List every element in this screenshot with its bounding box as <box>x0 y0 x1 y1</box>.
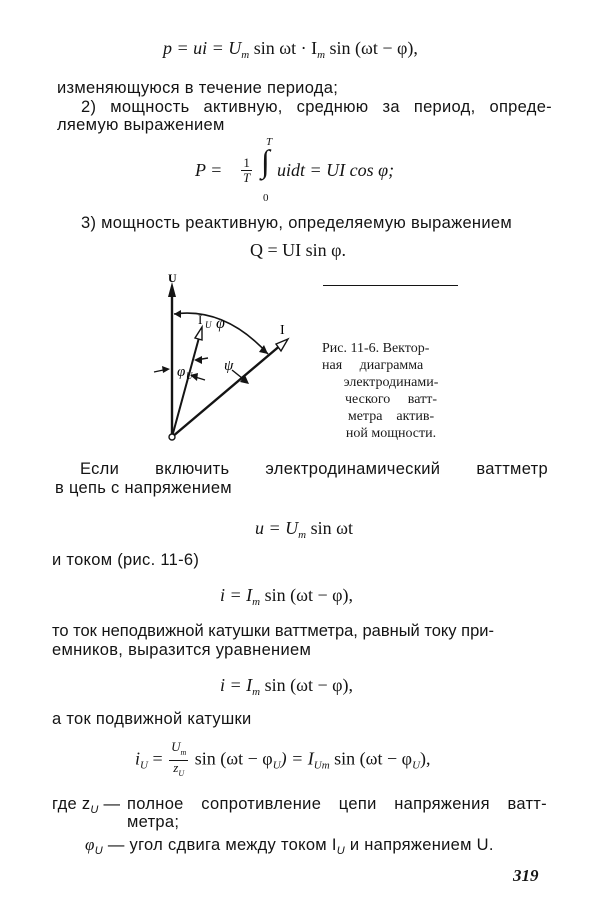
word: ватт- <box>507 795 547 813</box>
formula-fixed-coil-current: $i = I_m$ sin (ωt − φ), <box>220 675 353 698</box>
definition-phi-u: $\varphi_U$ — угол сдвига между током $I_U$ и напряжением U. <box>85 835 494 857</box>
paragraph-text: то ток неподвижной катушки ваттметра, равный току при- <box>52 622 494 640</box>
paragraph-text: а ток подвижной катушки <box>52 710 252 728</box>
formula-voltage: $u = U_m$ sin ωt <box>255 518 353 541</box>
paragraph-line <box>80 460 548 479</box>
formula-current: $i = I_m$ sin (ωt − φ), <box>220 585 353 608</box>
formula-reactive-power: Q = UI sin φ. <box>250 240 347 260</box>
paragraph-text: ляемую выражением <box>57 116 225 134</box>
word: электродинамический <box>265 460 441 478</box>
svg-text:φ: φ <box>177 364 186 380</box>
formula-moving-coil-current: $i_U$ = $\frac{U_m}{z_U}$ $\sin (\omega t - \varphi_U) = I_{Um}$ $\sin (\omega t - \varphi_U)$, <box>135 739 431 778</box>
paragraph-text: в цепь с напряжением <box>55 479 232 497</box>
word: ваттметр <box>476 460 548 478</box>
word: цепи <box>338 795 377 813</box>
paragraph-item-3: 3) мощность реактивную, определяемую выражением <box>81 214 512 232</box>
word: напряжения <box>394 795 490 813</box>
svg-text:ψ: ψ <box>224 358 234 374</box>
svg-text:U: U <box>186 371 193 381</box>
figure-caption: Рис. 11-6. Вектор- ная диаграмма электродинами- ческого ватт- метра актив- ной мощности. <box>322 341 439 441</box>
formula-instantaneous-power: p = ui = $U_m$ $\sin \omega t \cdot I_m$ sin (ωt − φ), <box>163 38 418 61</box>
word: Если <box>80 460 120 478</box>
word: полное <box>127 795 184 813</box>
word: включить <box>155 460 230 478</box>
word: активную, <box>203 98 283 116</box>
vector-diagram <box>150 272 310 452</box>
word: за <box>382 98 400 116</box>
figure-divider <box>323 285 458 286</box>
svg-text:U: U <box>205 320 212 330</box>
svg-text:I: I <box>280 323 285 338</box>
definition-continuation: метра; <box>127 813 180 831</box>
paragraph-text: изменяющуюся в течение периода; <box>57 79 339 97</box>
word: период, <box>413 98 476 116</box>
page-number: 319 <box>513 866 539 885</box>
word: мощность <box>110 98 190 116</box>
moving-coil-arrow-icon <box>195 327 202 340</box>
word: опреде- <box>489 98 552 116</box>
current-arrow-icon <box>276 339 288 351</box>
word: сопротивление <box>201 795 322 813</box>
word: 2) <box>81 98 97 116</box>
paragraph-item-2 <box>57 98 552 117</box>
paragraph-text: и током (рис. 11-6) <box>52 551 200 569</box>
word: среднюю <box>296 98 369 116</box>
svg-text:U: U <box>168 272 177 285</box>
svg-text:I: I <box>198 312 203 327</box>
svg-text:φ: φ <box>216 315 225 332</box>
paragraph-text: емников, выразится уравнением <box>52 641 312 659</box>
